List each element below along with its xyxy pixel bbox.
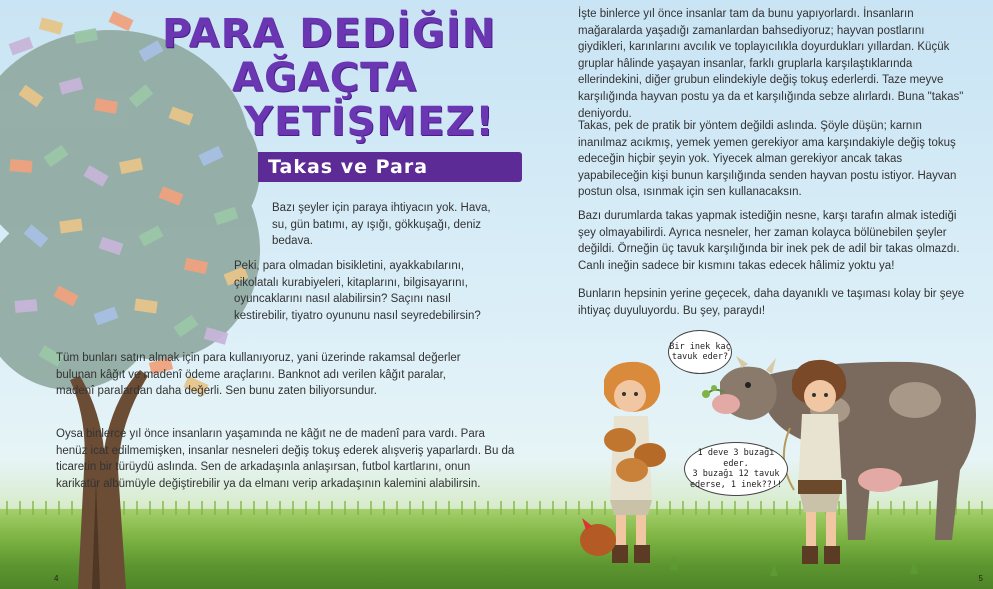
speech-bubble-answer: 1 deve 3 buzağı eder. 3 buzağı 12 tavuk ederse, 1 inek??!! — [684, 442, 788, 496]
right-paragraph-2: Takas, pek de pratik bir yöntem değildi aslında. Şöyle düşün; karnın inanılmaz acıkmış, yemek yemen gerekiyor ama karşındakiyle değiş tokuş edeceğin hiçbir şeyin yok. Yiyecek alman gerekiyor ancak takas yapabileceğin kişi bunun karşılığında senden hayvan postu istiyor. Hayvan postun olsa, ısınmak için sen kullanacaksın. — [578, 120, 957, 199]
page-title — [162, 11, 497, 145]
left-paragraph-2: Peki, para olmadan bisikletini, ayakkabılarını, çikolatalı kurabiyeleri, kitaplarını, bilgisayarını, oyuncaklarını nasıl alabilirsin? Saçını nasıl kestirebilir, tiyatro oyununu nasıl seyredebilirsin? — [234, 260, 481, 322]
left-paragraph-3: Tüm bunları satın almak için para kullanıyoruz, yani üzerinde rakamsal değerler bulunan kâğıt ve madenî ödeme araçlarını. Banknot adı verilen kâğıt paralar, madenî paralardan daha değerli. Sen bunu zaten biliyorsundur. — [56, 352, 461, 398]
page-number-right: 5 — [978, 574, 983, 583]
boy-character — [784, 360, 846, 564]
section-heading: Takas ve Para — [268, 156, 429, 178]
right-paragraph-3: Bazı durumlarda takas yapmak istediğin nesne, karşı tarafın almak istediği şey olmayabilirdi. Ayrıca nesneler, her zaman kolayca bölünebilen şeyler değildi. Örneğin üç tavuk karşılığında bir inek pek de adil bir takas olmazdı. Canlı ineğin sadece bir kısmını takas edecek hâlimiz yoktu ya! — [578, 210, 960, 272]
right-paragraph-4: Bunların hepsinin yerine geçecek, daha dayanıklı ve taşıması kolay bir şeye ihtiyaç duyuluyordu. Bu şey, paraydı! — [578, 288, 965, 317]
title-line-3: YETİŞMEZ! — [244, 99, 495, 145]
left-paragraph-4: Oysa binlerce yıl önce insanların yaşamında ne kâğıt ne de madenî para vardı. Para henüz icat edilmemişken, insanlar nesneleri değiş tokuş ederek alışveriş yaparlardı. Bu da ticaretin bir türüydü aslında. Sen de arkadaşınla anlaşırsan, futbol kartlarını, onun karikatür albümüyle değiştirebilir ya da elmanı verip arkadaşının kalemini alabilirsin. — [56, 428, 515, 490]
right-paragraph-1: İşte binlerce yıl önce insanlar tam da bunu yapıyorlardı. İnsanların mağaralarda yaşadığı zamanlardan bahsediyoruz; hayvan postlarını giydikleri, karınlarını avcılık ve toplayıcılıkla doyurdukları yıllardan. Küçük gruplar hâlinde yaşayan insanlar, farklı gruplarla karşılaştıklarında ellerindekini, diğer grubun elindekiyle değiş tokuş ederlerdi. Taze meyve karşılığında hayvan postu ya da et karşılığında sebze alırlardı. Buna "takas" deniyordu. — [578, 8, 964, 120]
title-line-2: AĞAÇTA — [232, 55, 418, 101]
page-number-left: 4 — [54, 574, 59, 583]
speech-bubble-question: Bir inek kaç tavuk eder? — [668, 330, 732, 374]
left-paragraph-1: Bazı şeyler için paraya ihtiyacın yok. Hava, su, gün batımı, ay ışığı, gökkuşağı, deniz bedava. — [272, 202, 491, 248]
title-line-1: PARA DEDİĞİN — [162, 11, 497, 57]
